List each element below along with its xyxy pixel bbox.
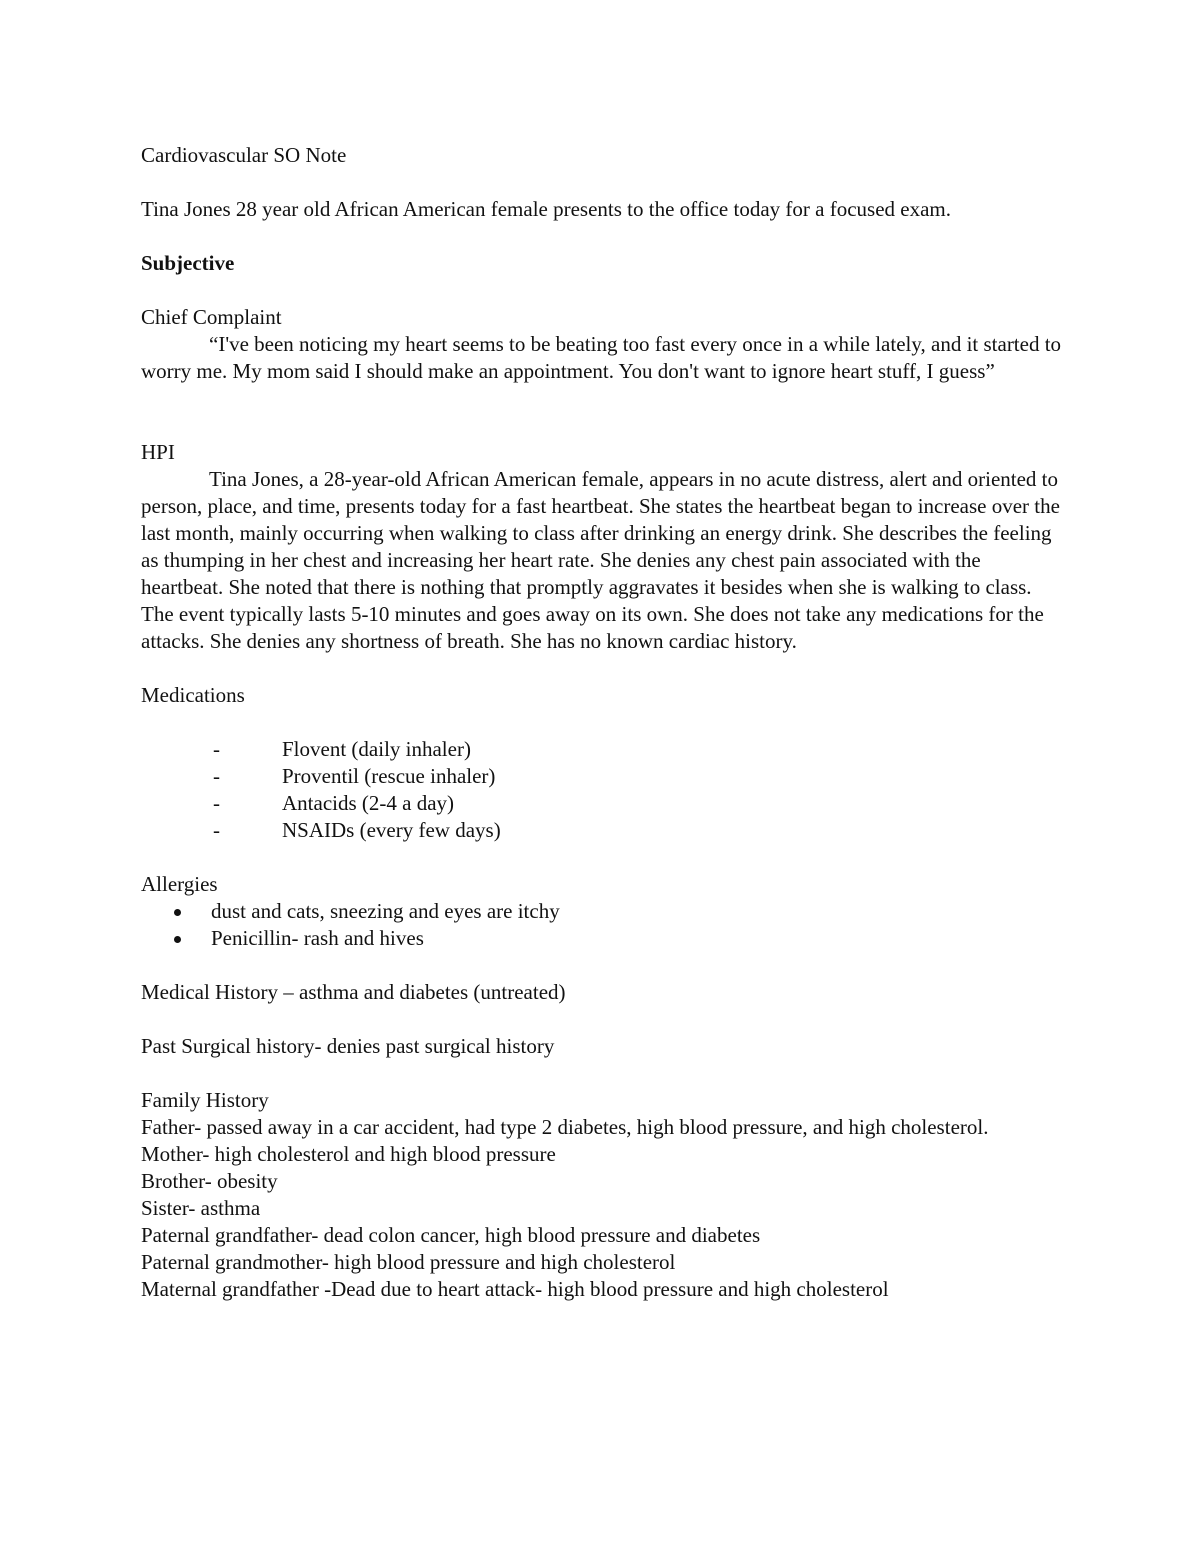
medical-history: Medical History – asthma and diabetes (untreated)	[141, 980, 566, 1004]
list-item	[141, 925, 1066, 952]
spacer	[141, 952, 1066, 979]
medications-label: Medications	[141, 683, 245, 707]
spacer	[141, 385, 1066, 439]
list-item	[141, 790, 1066, 817]
list-item	[141, 736, 1066, 763]
medication-name: Flovent (daily inhaler)	[282, 737, 471, 761]
bullet-icon	[174, 936, 181, 943]
list-item	[141, 817, 1066, 844]
hpi-text: Tina Jones, a 28-year-old African American female, appears in no acute distress, alert and oriented to person, place, and time, presents today for a fast heartbeat. She states the heartbeat began to increase over the last month, mainly occurring when walking to class after drinking an energy drink. She describes the feeling as thumping in her chest and increasing her heart rate. She denies any chest pain associated with the heartbeat. She noted that there is nothing that promptly aggravates it besides when she is walking to class. The event typically lasts 5-10 minutes and goes away on its own. She does not take any medications for the attacks. She denies any shortness of breath. She has no known cardiac history.	[141, 467, 1060, 653]
intro-paragraph: Tina Jones 28 year old African American female presents to the office today for a focused exam.	[141, 197, 951, 221]
list-item	[141, 763, 1066, 790]
document-body	[141, 142, 1066, 1303]
spacer	[141, 655, 1066, 682]
medication-name: Proventil (rescue inhaler)	[282, 764, 496, 788]
medications-list	[141, 736, 1066, 844]
chief-complaint-text: “I've been noticing my heart seems to be beating too fast every once in a while lately, and it started to worry me. My mom said I should make an appointment. You don't want to ignore heart stuff, I guess”	[141, 332, 1062, 383]
family-history-line: Maternal grandfather -Dead due to heart attack- high blood pressure and high cholesterol	[141, 1277, 889, 1301]
medication-name: NSAIDs (every few days)	[282, 818, 501, 842]
family-history-line: Sister- asthma	[141, 1196, 261, 1220]
chief-complaint-label: Chief Complaint	[141, 305, 282, 329]
dash-marker: -	[213, 791, 220, 815]
spacer	[141, 844, 1066, 871]
family-history-label: Family History	[141, 1088, 269, 1112]
dash-marker: -	[213, 818, 220, 842]
list-item	[141, 898, 1066, 925]
family-history-line: Paternal grandfather- dead colon cancer, high blood pressure and diabetes	[141, 1223, 761, 1247]
document-title: Cardiovascular SO Note	[141, 143, 347, 167]
hpi-label: HPI	[141, 440, 175, 464]
subjective-heading: Subjective	[141, 251, 235, 275]
allergies-label: Allergies	[141, 872, 218, 896]
family-history-line: Brother- obesity	[141, 1169, 278, 1193]
family-history-line: Mother- high cholesterol and high blood pressure	[141, 1142, 556, 1166]
dash-marker: -	[213, 764, 220, 788]
family-history-line: Paternal grandmother- high blood pressure and high cholesterol	[141, 1250, 676, 1274]
dash-marker: -	[213, 737, 220, 761]
allergies-list	[141, 898, 1066, 952]
family-history-line: Father- passed away in a car accident, had type 2 diabetes, high blood pressure, and high cholesterol.	[141, 1115, 989, 1139]
bullet-icon	[174, 909, 181, 916]
allergy-text: dust and cats, sneezing and eyes are itchy	[211, 899, 560, 923]
allergy-text: Penicillin- rash and hives	[211, 926, 424, 950]
medication-name: Antacids (2-4 a day)	[282, 791, 455, 815]
surgical-history: Past Surgical history- denies past surgical history	[141, 1034, 555, 1058]
spacer	[141, 709, 1066, 736]
